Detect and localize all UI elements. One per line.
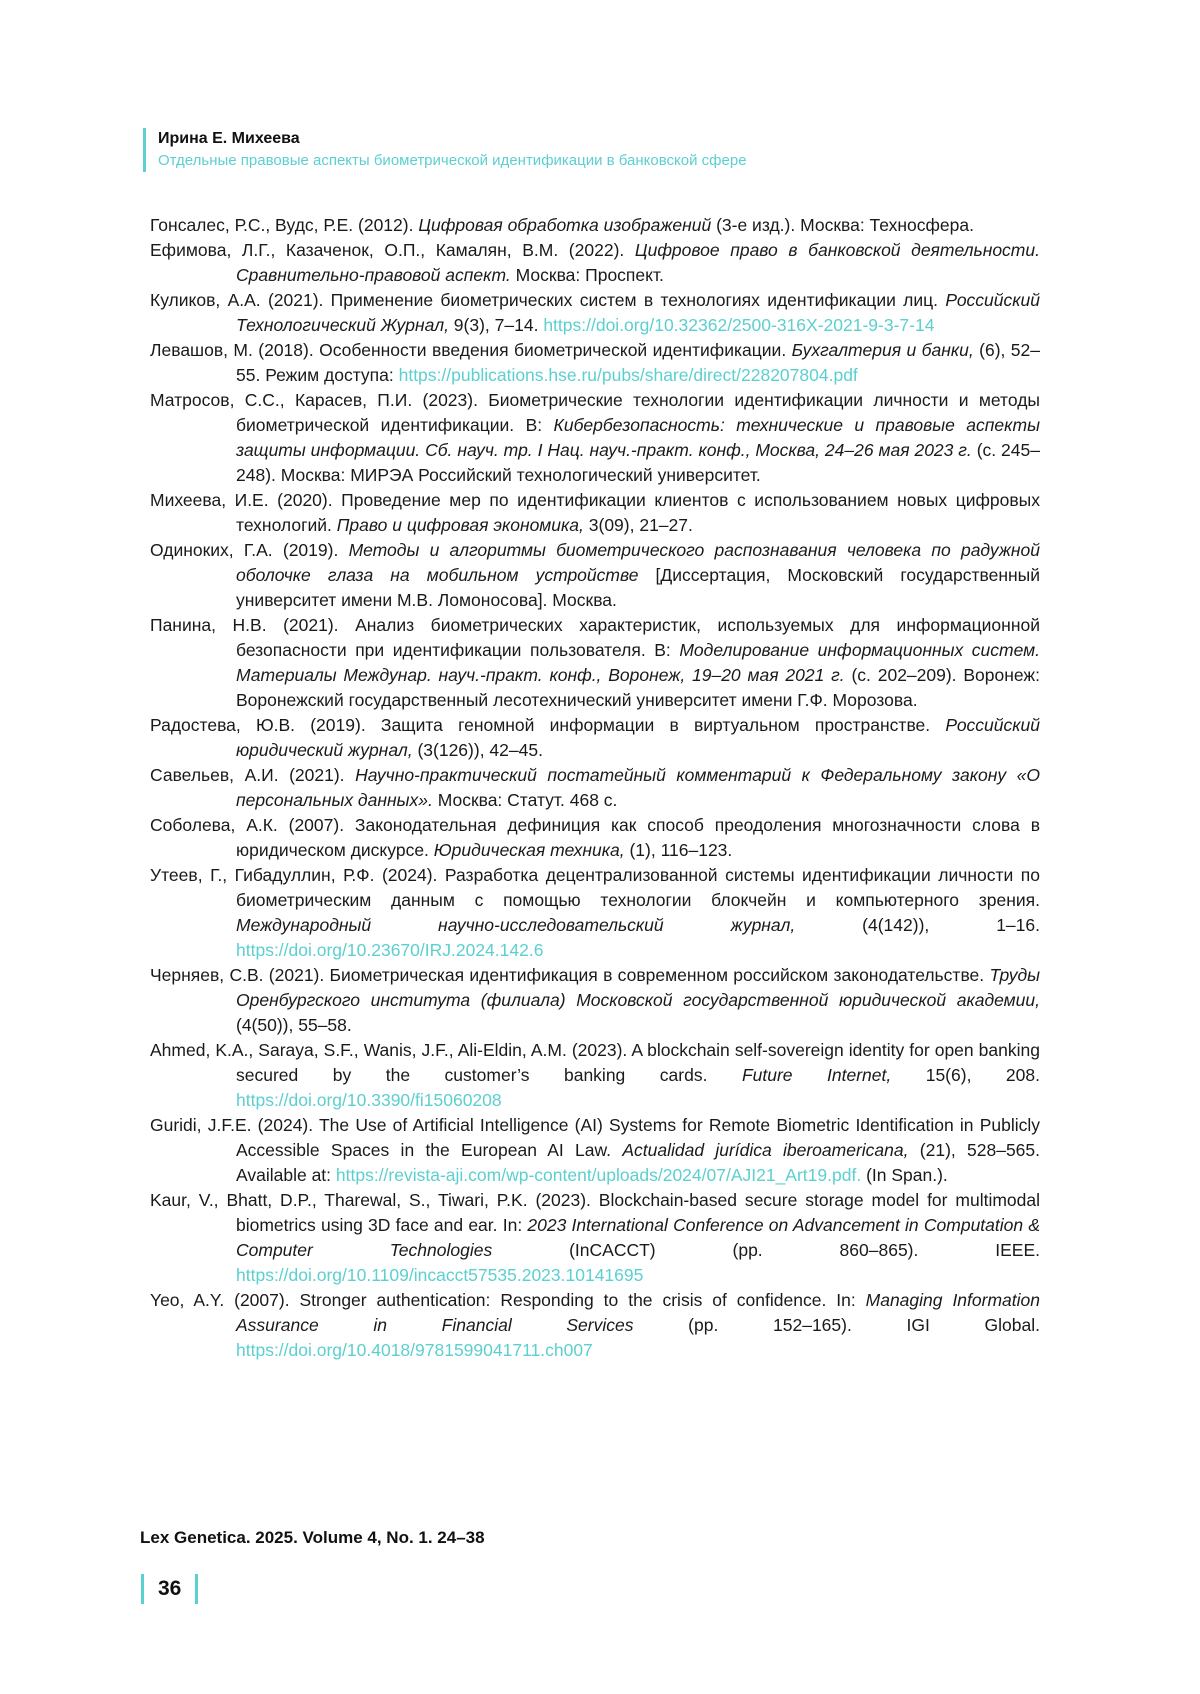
reference-source-title: Future Internet,: [741, 1065, 892, 1085]
reference-source-title: Цифровая обработка изображений: [418, 215, 712, 235]
reference-details: 9(3), 7–14.: [448, 315, 544, 335]
header-author: Ирина Е. Михеева: [158, 130, 300, 147]
reference-details: (с. 245–248). Москва: МИРЭА Российский технологический университет.: [236, 440, 1040, 485]
reference-text: Панина, Н.В. (2021). Анализ биометрических характеристик, используемых для информационной безопасности при идентификации пользователя. В:: [150, 615, 1040, 660]
reference-text: Yeo, A.Y. (2007). Stronger authentication: Responding to the crisis of confidence. In:: [150, 1290, 866, 1310]
reference-details: (InCACCT) (pp. 860–865). IEEE.: [492, 1240, 1040, 1260]
footer-journal-citation: Lex Genetica. 2025. Volume 4, No. 1. 24–38: [140, 1528, 485, 1547]
reference-item: [150, 538, 1040, 613]
page-number: 36: [141, 1574, 198, 1604]
reference-source-title: Методы и алгоритмы биометрического распознавания человека по радужной оболочке глаза на мобильном устройстве: [236, 540, 1040, 585]
reference-doi-link[interactable]: https://doi.org/10.3390/fi15060208: [236, 1090, 502, 1110]
reference-doi-link[interactable]: https://doi.org/10.4018/9781599041711.ch007: [236, 1340, 593, 1360]
reference-source-title: Кибербезопасность: технические и правовые аспекты защиты информации. Сб. науч. тр. I Нац. науч.-практ. конф., Москва, 24–26 мая 2023 г.: [236, 415, 1040, 460]
reference-item: [150, 288, 1040, 338]
reference-text: Михеева, И.Е. (2020). Проведение мер по идентификации клиентов с использованием новых цифровых технологий.: [150, 490, 1040, 535]
reference-item: [150, 613, 1040, 713]
reference-text: Куликов, А.А. (2021). Применение биометрических систем в технологиях идентификации лиц.: [150, 290, 946, 310]
reference-item: [150, 1288, 1040, 1363]
reference-details: Москва: Статут. 468 с.: [432, 790, 618, 810]
reference-source-title: Юридическая техника,: [433, 840, 625, 860]
reference-details: (4(142)), 1–16.: [795, 915, 1040, 935]
reference-doi-link[interactable]: https://doi.org/10.1109/incacct57535.2023.10141695: [236, 1265, 644, 1285]
reference-item: [150, 488, 1040, 538]
reference-details: (3(126)), 42–45.: [412, 740, 543, 760]
reference-text: Черняев, С.В. (2021). Биометрическая идентификация в современном российском законодательстве.: [150, 965, 990, 985]
reference-text: Одиноких, Г.А. (2019).: [150, 540, 349, 560]
reference-item: [150, 1038, 1040, 1113]
reference-text: Радостева, Ю.В. (2019). Защита геномной информации в виртуальном пространстве.: [150, 715, 946, 735]
reference-item: [150, 963, 1040, 1038]
reference-item: [150, 388, 1040, 488]
reference-item: [150, 238, 1040, 288]
reference-text: Kaur, V., Bhatt, D.P., Tharewal, S., Tiwari, P.K. (2023). Blockchain-based secure storage model for multimodal biometrics using 3D face and ear. In:: [150, 1190, 1040, 1235]
reference-details: (3-е изд.). Москва: Техносфера.: [711, 215, 974, 235]
reference-text: Guridi, J.F.E. (2024). The Use of Artificial Intelligence (AI) Systems for Remote Biometric Identification in Publicly Accessible Spaces in the European AI Law.: [150, 1115, 1040, 1160]
reference-details: (1), 116–123.: [624, 840, 733, 860]
reference-source-title: Цифровое право в банковской деятельности. Сравнительно-правовой аспект.: [236, 240, 1040, 285]
reference-source-title: Actualidad jurídica iberoamericana,: [622, 1140, 909, 1160]
reference-source-title: Моделирование информационных систем. Материалы Междунар. науч.-практ. конф., Воронеж, 19–20 мая 2021 г.: [236, 640, 1040, 685]
reference-note: (In Span.).: [861, 1165, 948, 1185]
reference-details: (4(50)), 55–58.: [236, 1015, 352, 1035]
reference-doi-link[interactable]: https://revista-aji.com/wp-content/uploads/2024/07/AJI21_Art19.pdf.: [335, 1165, 862, 1185]
reference-text: Гонсалес, Р.С., Вудс, Р.Е. (2012).: [150, 215, 419, 235]
reference-source-title: Managing Information Assurance in Financial Services: [236, 1290, 1040, 1335]
reference-source-title: Бухгалтерия и банки,: [791, 340, 974, 360]
reference-item: [150, 1113, 1040, 1188]
reference-item: [150, 213, 1040, 238]
reference-doi-link[interactable]: https://doi.org/10.23670/IRJ.2024.142.6: [236, 940, 544, 960]
reference-doi-link[interactable]: https://publications.hse.ru/pubs/share/direct/228207804.pdf: [398, 365, 858, 385]
reference-text: Левашов, М. (2018). Особенности введения биометрической идентификации.: [150, 340, 792, 360]
reference-doi-link[interactable]: https://doi.org/10.32362/2500-316X-2021-9-3-7-14: [543, 315, 935, 335]
reference-text: Соболева, А.К. (2007). Законодательная дефиниция как способ преодоления многозначности слова в юридическом дискурсе.: [150, 815, 1040, 860]
running-header: [143, 128, 747, 172]
reference-details: Москва: Проспект.: [510, 265, 664, 285]
reference-item: [150, 713, 1040, 763]
reference-details: [Диссертация, Московский государственный университет имени М.В. Ломоносова]. Москва.: [236, 565, 1040, 610]
reference-item: [150, 1188, 1040, 1288]
reference-item: [150, 338, 1040, 388]
reference-details: (pp. 152–165). IGI Global.: [633, 1315, 1040, 1335]
reference-text: Матросов, С.С., Карасев, П.И. (2023). Биометрические технологии идентификации личности и методы биометрической идентификации. В:: [150, 390, 1040, 435]
reference-list: [150, 213, 1040, 1363]
reference-text: Ефимова, Л.Г., Казаченок, О.П., Камалян, В.М. (2022).: [150, 240, 635, 260]
reference-source-title: 2023 International Conference on Advancement in Computation & Computer Technologies: [236, 1215, 1040, 1260]
reference-details: 15(6), 208.: [891, 1065, 1040, 1085]
reference-details: (с. 202–209). Воронеж: Воронежский государственный лесотехнический университет имени Г.Ф. Морозова.: [236, 665, 1041, 710]
reference-source-title: Международный научно-исследовательский журнал,: [236, 915, 796, 935]
reference-source-title: Научно-практический постатейный комментарий к Федеральному закону «О персональных данных».: [236, 765, 1040, 810]
reference-details: (6), 52–55. Режим доступа:: [236, 340, 1040, 385]
header-article-title: Отдельные правовые аспекты биометрической идентификации в банковской сфере: [158, 152, 747, 169]
reference-item: [150, 863, 1040, 963]
reference-source-title: Российский Технологический Журнал,: [236, 290, 1040, 335]
reference-source-title: Право и цифровая экономика,: [336, 515, 584, 535]
reference-text: Савельев, А.И. (2021).: [150, 765, 356, 785]
reference-details: (21), 528–565. Available at:: [236, 1140, 1041, 1185]
reference-item: [150, 813, 1040, 863]
reference-details: 3(09), 21–27.: [583, 515, 693, 535]
reference-source-title: Российский юридический журнал,: [236, 715, 1040, 760]
reference-item: [150, 763, 1040, 813]
reference-text: Ahmed, K.A., Saraya, S.F., Wanis, J.F., Ali-Eldin, A.M. (2023). A blockchain self-sovereign identity for open banking secured by the customer’s banking cards.: [150, 1040, 1040, 1085]
reference-text: Утеев, Г., Гибадуллин, Р.Ф. (2024). Разработка децентрализованной системы идентификации личности по биометрическим данным с помощью технологии блокчейн и компьютерного зрения.: [150, 865, 1040, 910]
reference-source-title: Труды Оренбургского института (филиала) Московской государственной юридической академии,: [236, 965, 1040, 1010]
